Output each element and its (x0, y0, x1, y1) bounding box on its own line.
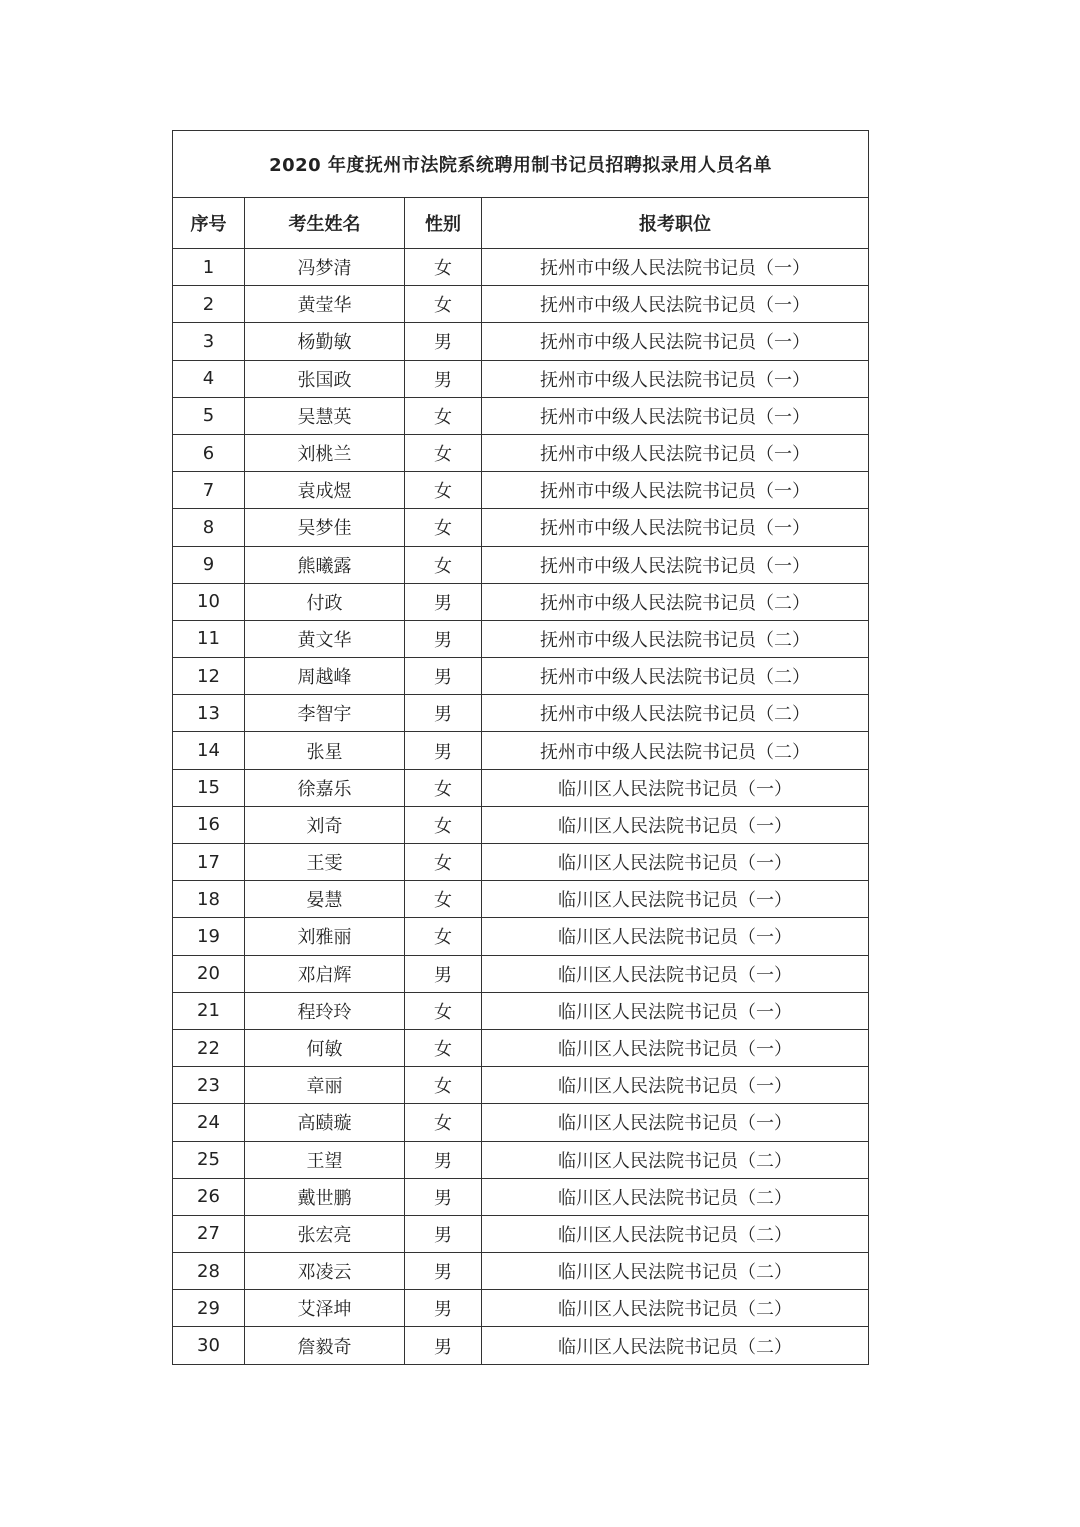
candidate-name: 程玲玲 (245, 992, 405, 1029)
row-index: 27 (173, 1215, 245, 1252)
table-row (173, 360, 869, 397)
table-row (173, 1215, 869, 1252)
column-header-position: 报考职位 (482, 198, 869, 249)
table-row (173, 732, 869, 769)
candidate-name: 冯梦清 (245, 249, 405, 286)
candidate-name: 刘雅丽 (245, 918, 405, 955)
row-index: 2 (173, 286, 245, 323)
position: 临川区人民法院书记员（一） (482, 769, 869, 806)
position: 临川区人民法院书记员（二） (482, 1141, 869, 1178)
row-index: 21 (173, 992, 245, 1029)
row-index: 29 (173, 1290, 245, 1327)
row-index: 16 (173, 806, 245, 843)
table-row (173, 397, 869, 434)
gender: 女 (405, 806, 482, 843)
gender: 女 (405, 397, 482, 434)
candidate-name: 王望 (245, 1141, 405, 1178)
candidate-name: 徐嘉乐 (245, 769, 405, 806)
position: 临川区人民法院书记员（二） (482, 1327, 869, 1364)
table-row (173, 769, 869, 806)
candidate-table (172, 130, 869, 1365)
position: 抚州市中级人民法院书记员（一） (482, 472, 869, 509)
candidate-name: 袁成煜 (245, 472, 405, 509)
position: 临川区人民法院书记员（一） (482, 844, 869, 881)
candidate-name: 黄莹华 (245, 286, 405, 323)
candidate-name: 熊曦露 (245, 546, 405, 583)
candidate-name: 高赜璇 (245, 1104, 405, 1141)
position: 临川区人民法院书记员（二） (482, 1215, 869, 1252)
position: 临川区人民法院书记员（一） (482, 955, 869, 992)
position: 临川区人民法院书记员（二） (482, 1253, 869, 1290)
candidate-name: 周越峰 (245, 658, 405, 695)
position: 抚州市中级人民法院书记员（一） (482, 249, 869, 286)
gender: 男 (405, 1327, 482, 1364)
position: 抚州市中级人民法院书记员（一） (482, 286, 869, 323)
gender: 男 (405, 1178, 482, 1215)
candidate-name: 付政 (245, 583, 405, 620)
table-row (173, 1178, 869, 1215)
row-index: 9 (173, 546, 245, 583)
candidate-name: 邓凌云 (245, 1253, 405, 1290)
table-row (173, 844, 869, 881)
gender: 女 (405, 249, 482, 286)
candidate-name: 李智宇 (245, 695, 405, 732)
candidate-name: 张国政 (245, 360, 405, 397)
position: 临川区人民法院书记员（二） (482, 1178, 869, 1215)
position: 抚州市中级人民法院书记员（二） (482, 695, 869, 732)
row-index: 8 (173, 509, 245, 546)
row-index: 4 (173, 360, 245, 397)
table-row (173, 881, 869, 918)
row-index: 13 (173, 695, 245, 732)
row-index: 17 (173, 844, 245, 881)
gender: 女 (405, 918, 482, 955)
row-index: 20 (173, 955, 245, 992)
candidate-name: 吴慧英 (245, 397, 405, 434)
gender: 男 (405, 323, 482, 360)
table-row (173, 992, 869, 1029)
table-row (173, 509, 869, 546)
candidate-name: 章丽 (245, 1067, 405, 1104)
position: 抚州市中级人民法院书记员（一） (482, 434, 869, 471)
candidate-name: 艾泽坤 (245, 1290, 405, 1327)
table-row (173, 620, 869, 657)
column-header-index: 序号 (173, 198, 245, 249)
position: 抚州市中级人民法院书记员（一） (482, 546, 869, 583)
position: 抚州市中级人民法院书记员（二） (482, 583, 869, 620)
position: 抚州市中级人民法院书记员（一） (482, 509, 869, 546)
row-index: 24 (173, 1104, 245, 1141)
table-title: 2020 年度抚州市法院系统聘用制书记员招聘拟录用人员名单 (173, 131, 869, 198)
gender: 女 (405, 472, 482, 509)
table-row (173, 658, 869, 695)
row-index: 25 (173, 1141, 245, 1178)
gender: 女 (405, 992, 482, 1029)
gender: 男 (405, 360, 482, 397)
table-row (173, 806, 869, 843)
table-row (173, 695, 869, 732)
row-index: 15 (173, 769, 245, 806)
candidate-name: 张宏亮 (245, 1215, 405, 1252)
table-row (173, 1327, 869, 1364)
table-row (173, 434, 869, 471)
row-index: 5 (173, 397, 245, 434)
position: 临川区人民法院书记员（一） (482, 806, 869, 843)
candidate-name: 晏慧 (245, 881, 405, 918)
candidate-name: 张星 (245, 732, 405, 769)
table-header-row (173, 198, 869, 249)
table-row (173, 1067, 869, 1104)
position: 临川区人民法院书记员（一） (482, 1104, 869, 1141)
gender: 女 (405, 769, 482, 806)
table-row (173, 286, 869, 323)
position: 抚州市中级人民法院书记员（二） (482, 658, 869, 695)
gender: 女 (405, 509, 482, 546)
table-row (173, 1290, 869, 1327)
gender: 女 (405, 1029, 482, 1066)
row-index: 14 (173, 732, 245, 769)
table-row (173, 472, 869, 509)
row-index: 11 (173, 620, 245, 657)
table-row (173, 918, 869, 955)
gender: 女 (405, 881, 482, 918)
gender: 男 (405, 1290, 482, 1327)
gender: 男 (405, 583, 482, 620)
gender: 男 (405, 732, 482, 769)
row-index: 28 (173, 1253, 245, 1290)
table-row (173, 1253, 869, 1290)
row-index: 18 (173, 881, 245, 918)
table-row (173, 1141, 869, 1178)
gender: 女 (405, 546, 482, 583)
gender: 男 (405, 658, 482, 695)
table-row (173, 955, 869, 992)
candidate-name: 刘桃兰 (245, 434, 405, 471)
candidate-name: 刘奇 (245, 806, 405, 843)
table-row (173, 583, 869, 620)
row-index: 12 (173, 658, 245, 695)
row-index: 30 (173, 1327, 245, 1364)
table-row (173, 546, 869, 583)
position: 抚州市中级人民法院书记员（二） (482, 620, 869, 657)
position: 临川区人民法院书记员（一） (482, 918, 869, 955)
row-index: 23 (173, 1067, 245, 1104)
table-title-row (173, 131, 869, 198)
gender: 女 (405, 286, 482, 323)
table-row (173, 1104, 869, 1141)
position: 抚州市中级人民法院书记员（二） (482, 732, 869, 769)
row-index: 3 (173, 323, 245, 360)
candidate-name: 杨勤敏 (245, 323, 405, 360)
gender: 女 (405, 1067, 482, 1104)
table-row (173, 1029, 869, 1066)
gender: 男 (405, 955, 482, 992)
position: 抚州市中级人民法院书记员（一） (482, 323, 869, 360)
gender: 女 (405, 1104, 482, 1141)
column-header-gender: 性别 (405, 198, 482, 249)
position: 临川区人民法院书记员（一） (482, 1029, 869, 1066)
gender: 男 (405, 1141, 482, 1178)
position: 临川区人民法院书记员（二） (482, 1290, 869, 1327)
candidate-name: 何敏 (245, 1029, 405, 1066)
row-index: 6 (173, 434, 245, 471)
table-row (173, 249, 869, 286)
candidate-name: 邓启辉 (245, 955, 405, 992)
position: 临川区人民法院书记员（一） (482, 1067, 869, 1104)
candidate-name: 黄文华 (245, 620, 405, 657)
position: 抚州市中级人民法院书记员（一） (482, 360, 869, 397)
gender: 男 (405, 695, 482, 732)
gender: 男 (405, 1253, 482, 1290)
candidate-name: 戴世鹏 (245, 1178, 405, 1215)
gender: 男 (405, 620, 482, 657)
row-index: 7 (173, 472, 245, 509)
row-index: 26 (173, 1178, 245, 1215)
gender: 女 (405, 844, 482, 881)
candidate-name: 王雯 (245, 844, 405, 881)
gender: 男 (405, 1215, 482, 1252)
gender: 女 (405, 434, 482, 471)
row-index: 1 (173, 249, 245, 286)
candidate-name: 詹毅奇 (245, 1327, 405, 1364)
row-index: 22 (173, 1029, 245, 1066)
table-row (173, 323, 869, 360)
position: 临川区人民法院书记员（一） (482, 992, 869, 1029)
position: 抚州市中级人民法院书记员（一） (482, 397, 869, 434)
position: 临川区人民法院书记员（一） (482, 881, 869, 918)
column-header-name: 考生姓名 (245, 198, 405, 249)
candidate-name: 吴梦佳 (245, 509, 405, 546)
row-index: 10 (173, 583, 245, 620)
row-index: 19 (173, 918, 245, 955)
document-sheet (172, 130, 868, 1365)
